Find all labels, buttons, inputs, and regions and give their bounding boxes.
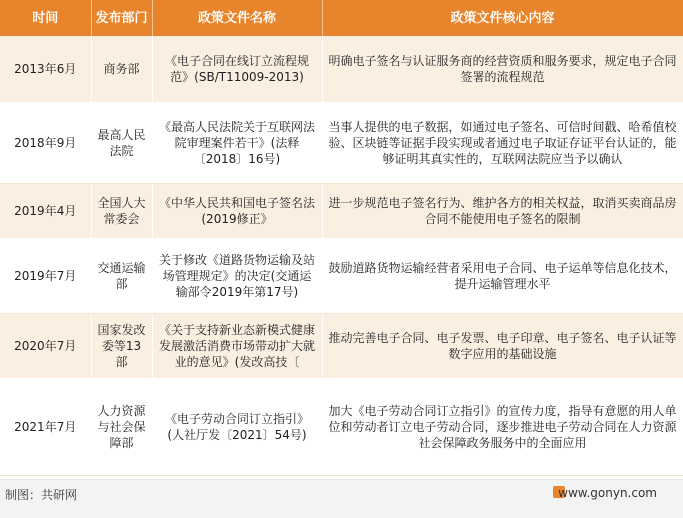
cell-title: 《中华人民共和国电子签名法(2019修正》 <box>152 183 322 239</box>
cell-dept: 全国人大常委会 <box>91 183 152 239</box>
table-row <box>0 379 683 475</box>
footer-bar <box>0 479 683 518</box>
header-time: 时间 <box>0 0 91 36</box>
table-row <box>0 103 683 183</box>
cell-time: 2020年7月 <box>0 313 91 379</box>
website-link[interactable]: www.gonyn.com <box>558 486 657 500</box>
table-row <box>0 36 683 103</box>
cell-dept: 交通运输部 <box>91 239 152 313</box>
cell-time: 2019年4月 <box>0 183 91 239</box>
cell-content: 鼓励道路货物运输经营者采用电子合同、电子运单等信息化技术，提升运输管理水平 <box>322 239 683 313</box>
source-credit: 制图：共研网 <box>5 488 78 502</box>
cell-content: 进一步规范电子签名行为、维护各方的相关权益，取消买卖商品房合同不能使用电子签名的限制 <box>322 183 683 239</box>
cell-dept: 国家发改委等13部 <box>91 313 152 379</box>
cell-dept: 人力资源与社会保障部 <box>91 379 152 475</box>
header-dept: 发布部门 <box>91 0 152 36</box>
table-header-row <box>0 0 683 36</box>
cell-time: 2019年7月 <box>0 239 91 313</box>
cell-title: 《电子劳动合同订立指引》(人社厅发〔2021〕54号) <box>152 379 322 475</box>
table-row <box>0 239 683 313</box>
cell-content: 明确电子签名与认证服务商的经营资质和服务要求，规定电子合同签署的流程规范 <box>322 36 683 103</box>
header-title: 政策文件名称 <box>152 0 322 36</box>
cell-dept: 商务部 <box>91 36 152 103</box>
table-row <box>0 183 683 239</box>
cell-time: 2013年6月 <box>0 36 91 103</box>
cell-content: 加大《电子劳动合同订立指引》的宣传力度，指导有意愿的用人单位和劳动者订立电子劳动合同，逐步推进电子劳动合同在人力资源社会保障政务服务中的全面应用 <box>322 379 683 475</box>
cell-title: 《关于支持新业态新模式健康发展激活消费市场带动扩大就业的意见》(发改高技〔 <box>152 313 322 379</box>
cell-time: 2018年9月 <box>0 103 91 183</box>
cell-content: 推动完善电子合同、电子发票、电子印章、电子签名、电子认证等数字应用的基础设施 <box>322 313 683 379</box>
cell-title: 《最高人民法院关于互联网法院审理案件若干》(法释〔2018〕16号) <box>152 103 322 183</box>
cell-dept: 最高人民法院 <box>91 103 152 183</box>
cell-content: 当事人提供的电子数据，如通过电子签名、可信时间戳、哈希值校验、区块链等证据手段实现或者通过电子取证存证平台认证的，能够证明其真实性的，互联网法院应当予以确认 <box>322 103 683 183</box>
table-row <box>0 313 683 379</box>
cell-title: 关于修改《道路货物运输及站场管理规定》的决定(交通运输部令2019年第17号) <box>152 239 322 313</box>
header-content: 政策文件核心内容 <box>322 0 683 36</box>
cell-title: 《电子合同在线订立流程规范》(SB/T11009-2013) <box>152 36 322 103</box>
cell-time: 2021年7月 <box>0 379 91 475</box>
